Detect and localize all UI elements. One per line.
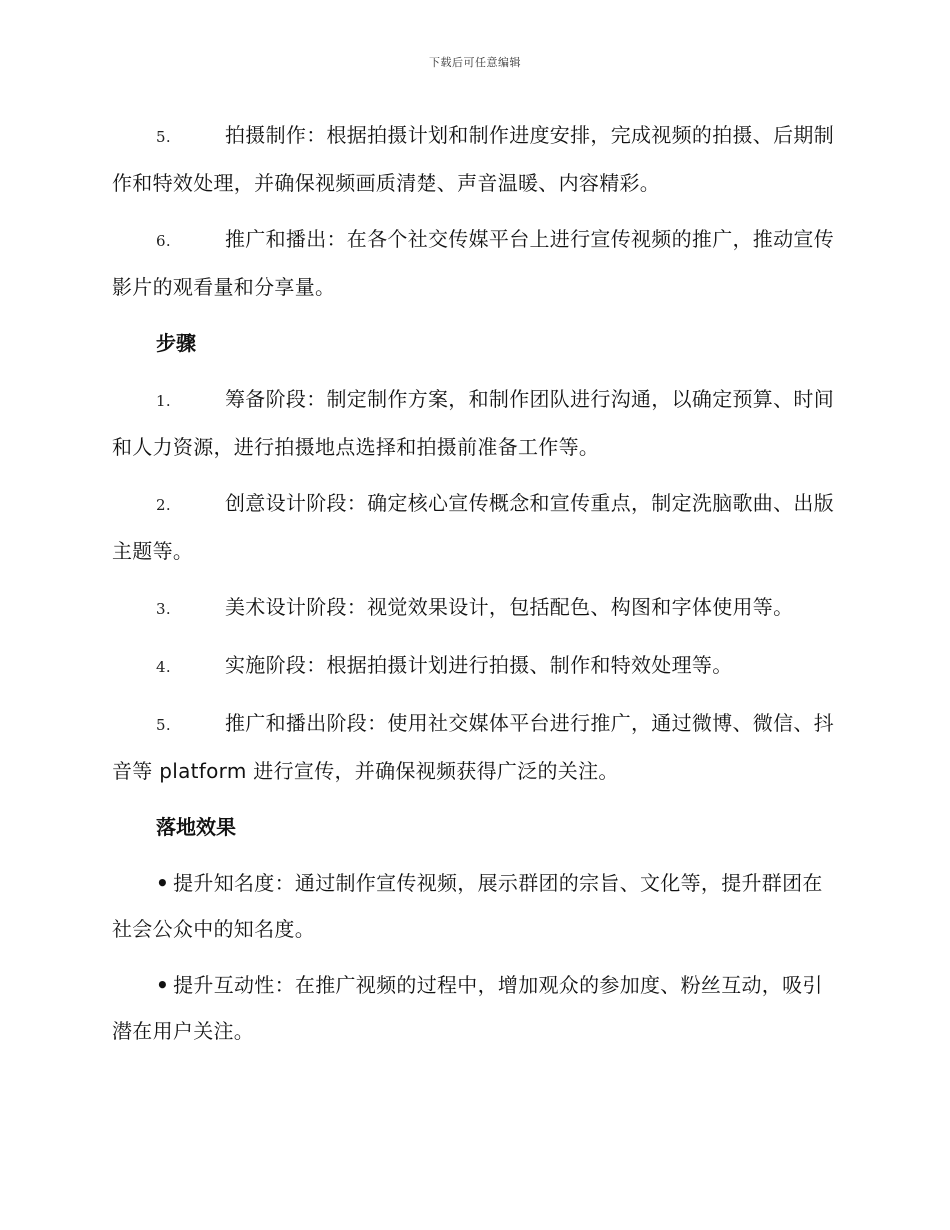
list-item	[112, 216, 836, 310]
list-item-text: 拍摄制作：根据拍摄计划和制作进度安排，完成视频的拍摄、后期制作和特效处理，并确保视频画质清楚、声音温暖、内容精彩。	[112, 123, 834, 195]
list-item	[112, 480, 836, 574]
bullet-icon: •	[156, 973, 170, 997]
list-item-text: 美术设计阶段：视觉效果设计，包括配色、构图和字体使用等。	[225, 595, 794, 619]
list-number: 5.	[156, 716, 171, 734]
document-body	[112, 112, 836, 1064]
bullet-item	[112, 962, 836, 1054]
list-item	[112, 584, 836, 632]
bullet-item-text: 提升知名度：通过制作宣传视频，展示群团的宗旨、文化等，提升群团在社会公众中的知名度。	[112, 871, 823, 941]
list-item-text: 推广和播出阶段：使用社交媒体平台进行推广，通过微博、微信、抖音等 platform 进行宣传，并确保视频获得广泛的关注。	[112, 711, 834, 783]
list-item-text: 实施阶段：根据拍摄计划进行拍摄、制作和特效处理等。	[225, 653, 733, 677]
list-item	[112, 642, 836, 690]
bullet-item	[112, 860, 836, 952]
list-number: 2.	[156, 496, 171, 514]
list-number: 3.	[156, 600, 171, 618]
list-item	[112, 376, 836, 470]
list-number: 1.	[156, 392, 171, 410]
section-heading-effects: 落地效果	[156, 815, 236, 839]
section-heading-steps: 步骤	[156, 331, 196, 355]
bullet-item-text: 提升互动性：在推广视频的过程中，增加观众的参加度、粉丝互动，吸引潜在用户关注。	[112, 973, 823, 1043]
list-number: 6.	[156, 232, 171, 250]
list-item-text: 筹备阶段：制定制作方案，和制作团队进行沟通，以确定预算、时间和人力资源，进行拍摄地点选择和拍摄前准备工作等。	[112, 387, 834, 459]
list-item-text: 创意设计阶段：确定核心宣传概念和宣传重点，制定洗脑歌曲、出版主题等。	[112, 491, 834, 563]
list-item	[112, 112, 836, 206]
list-item	[112, 700, 836, 794]
list-number: 5.	[156, 128, 171, 146]
list-number: 4.	[156, 658, 171, 676]
bullet-icon: •	[156, 871, 170, 895]
page-header: 下载后可任意编辑	[429, 56, 521, 69]
list-item-text: 推广和播出：在各个社交传媒平台上进行宣传视频的推广，推动宣传影片的观看量和分享量。	[112, 227, 834, 299]
